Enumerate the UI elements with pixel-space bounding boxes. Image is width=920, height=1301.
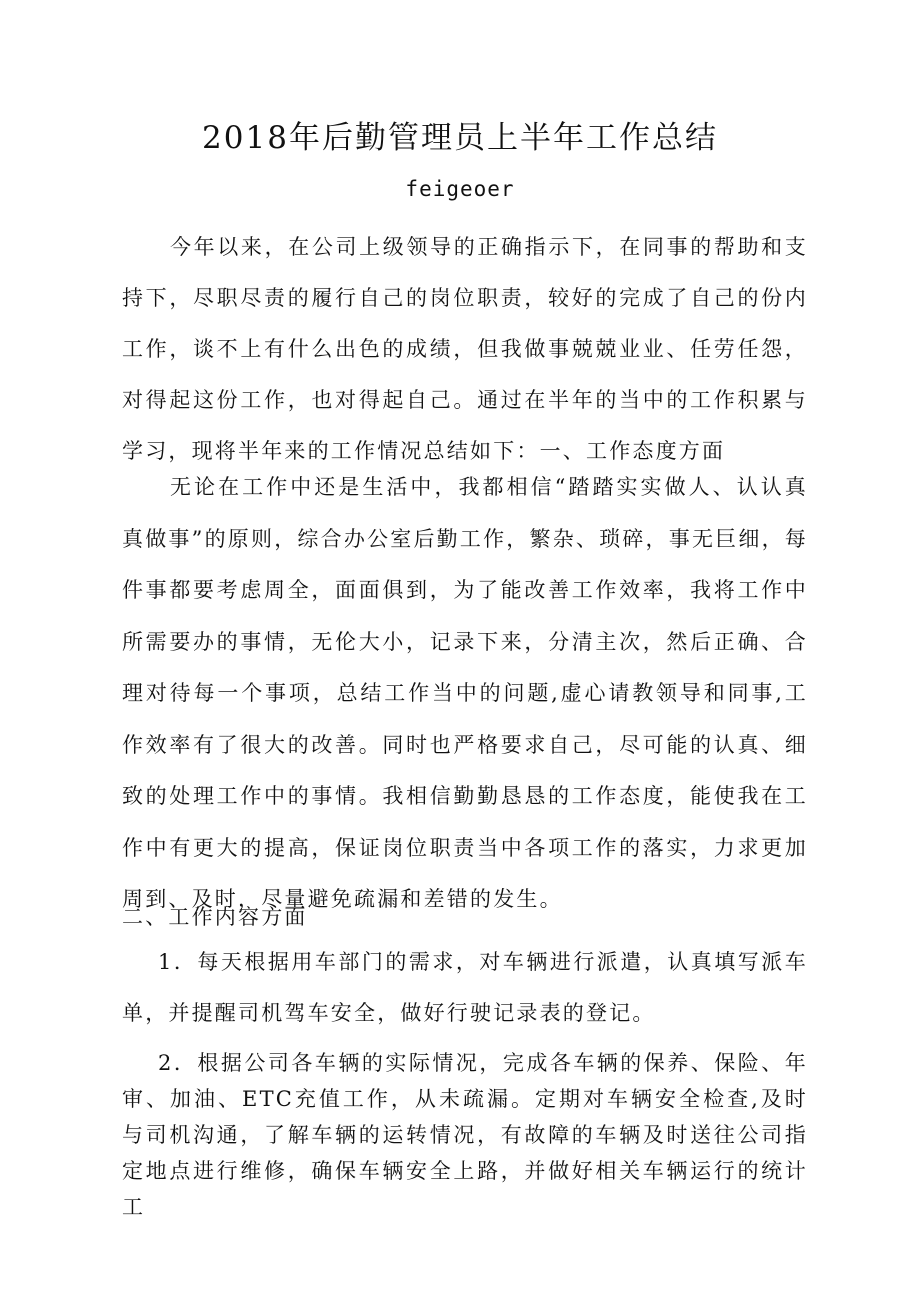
document-title: 2018年后勤管理员上半年工作总结 — [202, 120, 718, 156]
document-author: feigeoer — [405, 177, 515, 201]
list-item-2: 2．根据公司各车辆的实际情况，完成各车辆的保养、保险、年审、加油、ETC充值工作，从未疏漏。定期对车辆安全检查,及时与司机沟通，了解车辆的运转情况，有故障的车辆及时送往公司指定地点进行维修，确保车辆安全上路，并做好相关车辆运行的统计工 — [122, 1051, 808, 1219]
section-heading-work-content: 二、工作内容方面 — [122, 905, 308, 929]
paragraph-work-attitude: 无论在工作中还是生活中，我都相信“踏踏实实做人、认认真真做事”的原则，综合办公室后勤工作，繁杂、琐碎，事无巨细，每件事都要考虑周全，面面俱到，为了能改善工作效率，我将工作中所需要办的事情，无伦大小，记录下来，分清主次，然后正确、合理对待每一个事项，总结工作当中的问题,虚心请教领导和同事,工作效率有了很大的改善。同时也严格要求自己，尽可能的认真、细致的处理工作中的事情。我相信勤勤恳恳的工作态度，能使我在工作中有更大的提高，保证岗位职责当中各项工作的落实，力求更加周到、及时，尽量避免疏漏和差错的发生。 — [122, 475, 808, 911]
paragraph-intro: 今年以来，在公司上级领导的正确指示下，在同事的帮助和支持下，尽职尽责的履行自己的岗位职责，较好的完成了自己的份内工作，谈不上有什么出色的成绩，但我做事兢兢业业、任劳任怨，对得起这份工作，也对得起自己。通过在半年的当中的工作积累与学习，现将半年来的工作情况总结如下：一、工作态度方面 — [122, 235, 808, 463]
list-item-1: 1．每天根据用车部门的需求，对车辆进行派遣，认真填写派车单，并提醒司机驾车安全，做好行驶记录表的登记。 — [122, 950, 808, 1025]
